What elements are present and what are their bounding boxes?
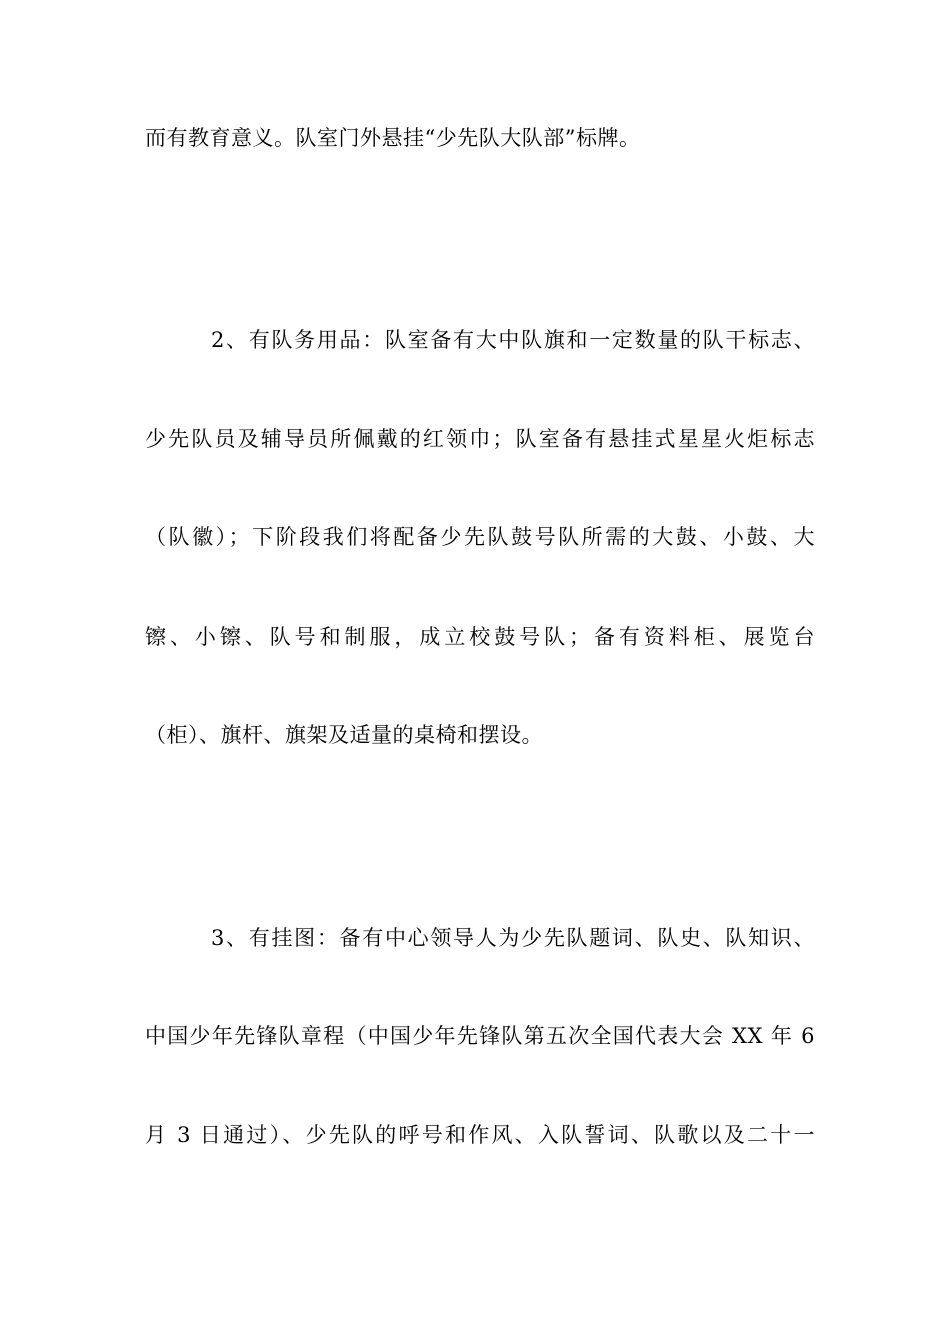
paragraph-1-line-1: 而有教育意义。队室门外悬挂“少先队大队部”标牌。 <box>145 126 641 150</box>
paragraph-2-line-2: 少先队员及辅导员所佩戴的红领巾；队室备有悬挂式星星火炬标志 <box>145 427 815 451</box>
paragraph-3-line-1: 3、有挂图：备有中心领导人为少先队题词、队史、队知识、 <box>211 926 815 950</box>
paragraph-2-line-1: 2、有队务用品：队室备有大中队旗和一定数量的队干标志、 <box>211 328 815 352</box>
paragraph-2-line-3: （队徽）；下阶段我们将配备少先队鼓号队所需的大鼓、小鼓、大 <box>145 525 815 549</box>
paragraph-3-line-3: 月 3 日通过）、少先队的呼号和作风、入队誓词、队歌以及二十一 <box>145 1123 815 1147</box>
paragraph-2-line-5: （柜）、旗杆、旗架及适量的桌椅和摆设。 <box>145 723 543 747</box>
paragraph-2-line-4: 镲、小镲、队号和制服，成立校鼓号队；备有资料柜、展览台 <box>145 625 815 649</box>
paragraph-3-line-2: 中国少年先锋队章程（中国少年先锋队第五次全国代表大会 XX 年 6 <box>145 1024 815 1048</box>
